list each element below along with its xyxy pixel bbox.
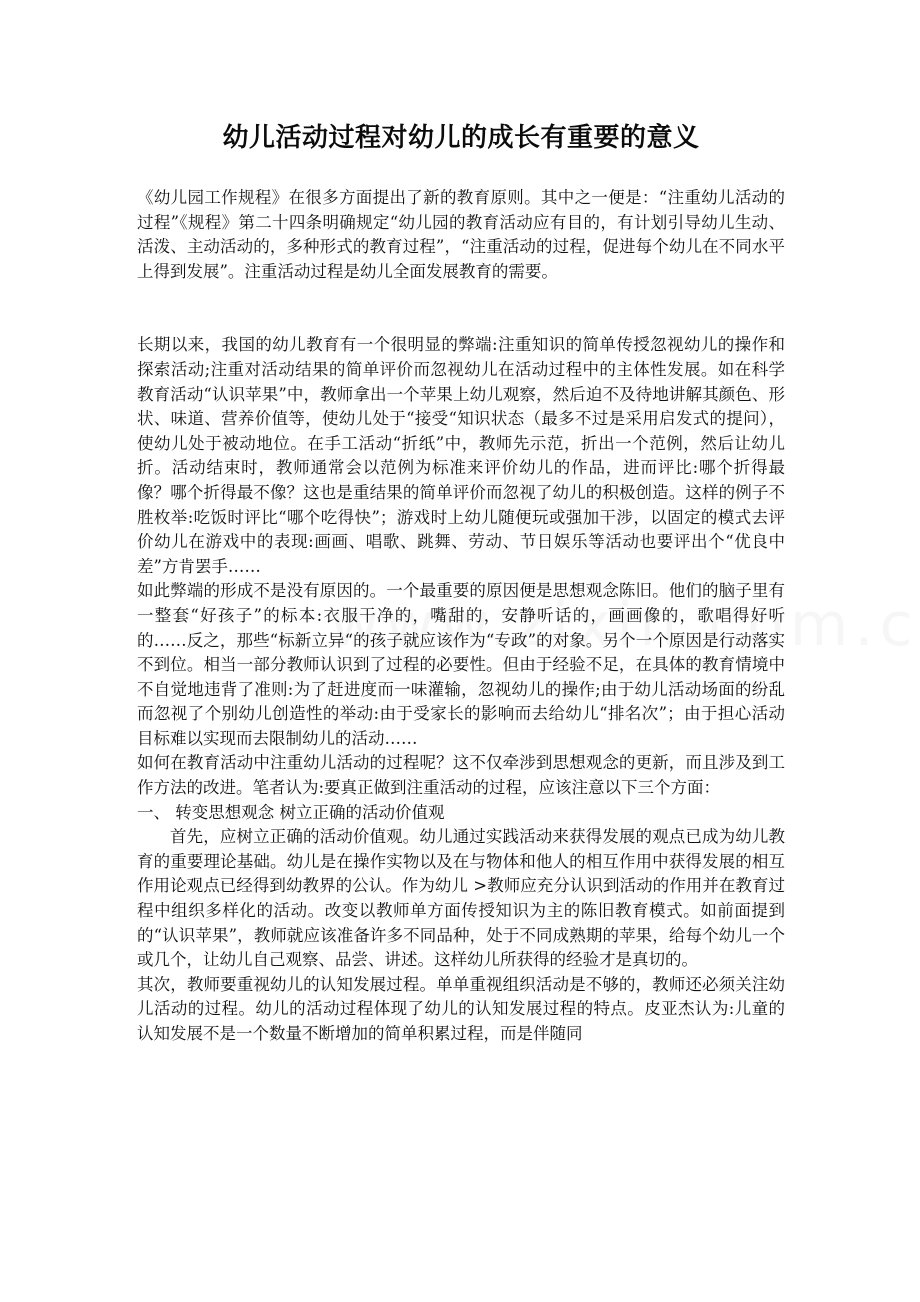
paragraph-gap [137,284,785,333]
section-paragraph-1: 首先，应树立正确的活动价值观。幼儿通过实践活动来获得发展的观点已成为幼儿教育的重要理论基础。幼儿是在操作实物以及在与物体和他人的相互作用中获得发展的相互作用论观点已经得到幼教界的公认。作为幼儿 >教师应充分认识到活动的作用并在教育过程中组织多样化的活动。改变以教师单方面传授知识为主的陈旧教育模式。如前面提到的“认识苹果”，教师就应该准备许多不同品种，处于不同成熟期的苹果，给每个幼儿一个或几个，让幼儿自己观察、品尝、讲述。这样幼儿所获得的经验才是真切的。 [137,827,785,970]
body-paragraph-1: 长期以来，我国的幼儿教育有一个很明显的弊端:注重知识的简单传授忽视幼儿的操作和探索活动;注重对活动结果的简单评价而忽视幼儿在活动过程中的主体性发展。如在科学教育活动“认识苹果”中，教师拿出一个苹果上幼儿观察，然后迫不及待地讲解其颜色、形状、味道、营养价值等，使幼儿处于“接受“知识状态（最多不过是采用启发式的提问），使幼儿处于被动地位。在手工活动“折纸”中，教师先示范，折出一个范例，然后让幼儿折。活动结束时，教师通常会以范例为标准来评价幼儿的作品，进而评比:哪个折得最像？哪个折得最不像？这也是重结果的简单评价而忽视了幼儿的积极创造。这样的例子不胜枚举:吃饭时评比“哪个吃得快”；游戏时上幼儿随便玩或强加干涉，以固定的模式去评价幼儿在游戏中的表现:画画、唱歌、跳舞、劳动、节日娱乐等活动也要评出个“优良中差”方肯罢手…… [137,335,785,576]
intro-paragraph: 《幼儿园工作规程》在很多方面提出了新的教育原则。其中之一便是：“注重幼儿活动的过程”《规程》第二十四条明确规定“幼儿园的教育活动应有目的，有计划引导幼儿生动、活泼、主动活动的，多种形式的教育过程”，“注重活动的过程，促进每个幼儿在不同水平上得到发展”。注重活动过程是幼儿全面发展教育的需要。 [137,188,785,281]
section-heading: 一、 转变思想观念 树立正确的活动价值观 [137,802,445,822]
body-paragraph-2: 如此弊端的形成不是没有原因的。一个最重要的原因便是思想观念陈旧。他们的脑子里有一整套“好孩子”的标本:衣服干净的，嘴甜的，安静听话的，画画像的，歌唱得好听的……反之，那些“标新立异“的孩子就应该作为“专政”的对象。另个一个原因是行动落实不到位。相当一部分教师认识到了过程的必要性。但由于经验不足，在具体的教育情境中不自觉地违背了准则:为了赶进度而一味灌输，忽视幼儿的操作;由于幼儿活动场面的纷乱而忽视了个别幼儿创造性的举动:由于受家长的影响而去给幼儿“排名次”；由于担心活动目标难以实现而去限制幼儿的活动…… [137,581,785,748]
document-page [137,0,785,1302]
body-paragraph-3: 如何在教育活动中注重幼儿活动的过程呢？这不仅牵涉到思想观念的更新，而且涉及到工作方法的改进。笔者认为:要真正做到注重活动的过程，应该注意以下三个方面： [137,753,785,798]
document-title: 幼儿活动过程对幼儿的成长有重要的意义 [222,123,700,153]
section-paragraph-2: 其次，教师要重视幼儿的认知发展过程。单单重视组织活动是不够的，教师还必须关注幼儿活动的过程。幼儿的活动过程体现了幼儿的认知发展过程的特点。皮亚杰认为:儿童的认知发展不是一个数量不断增加的简单积累过程，而是伴随同 [137,974,785,1043]
